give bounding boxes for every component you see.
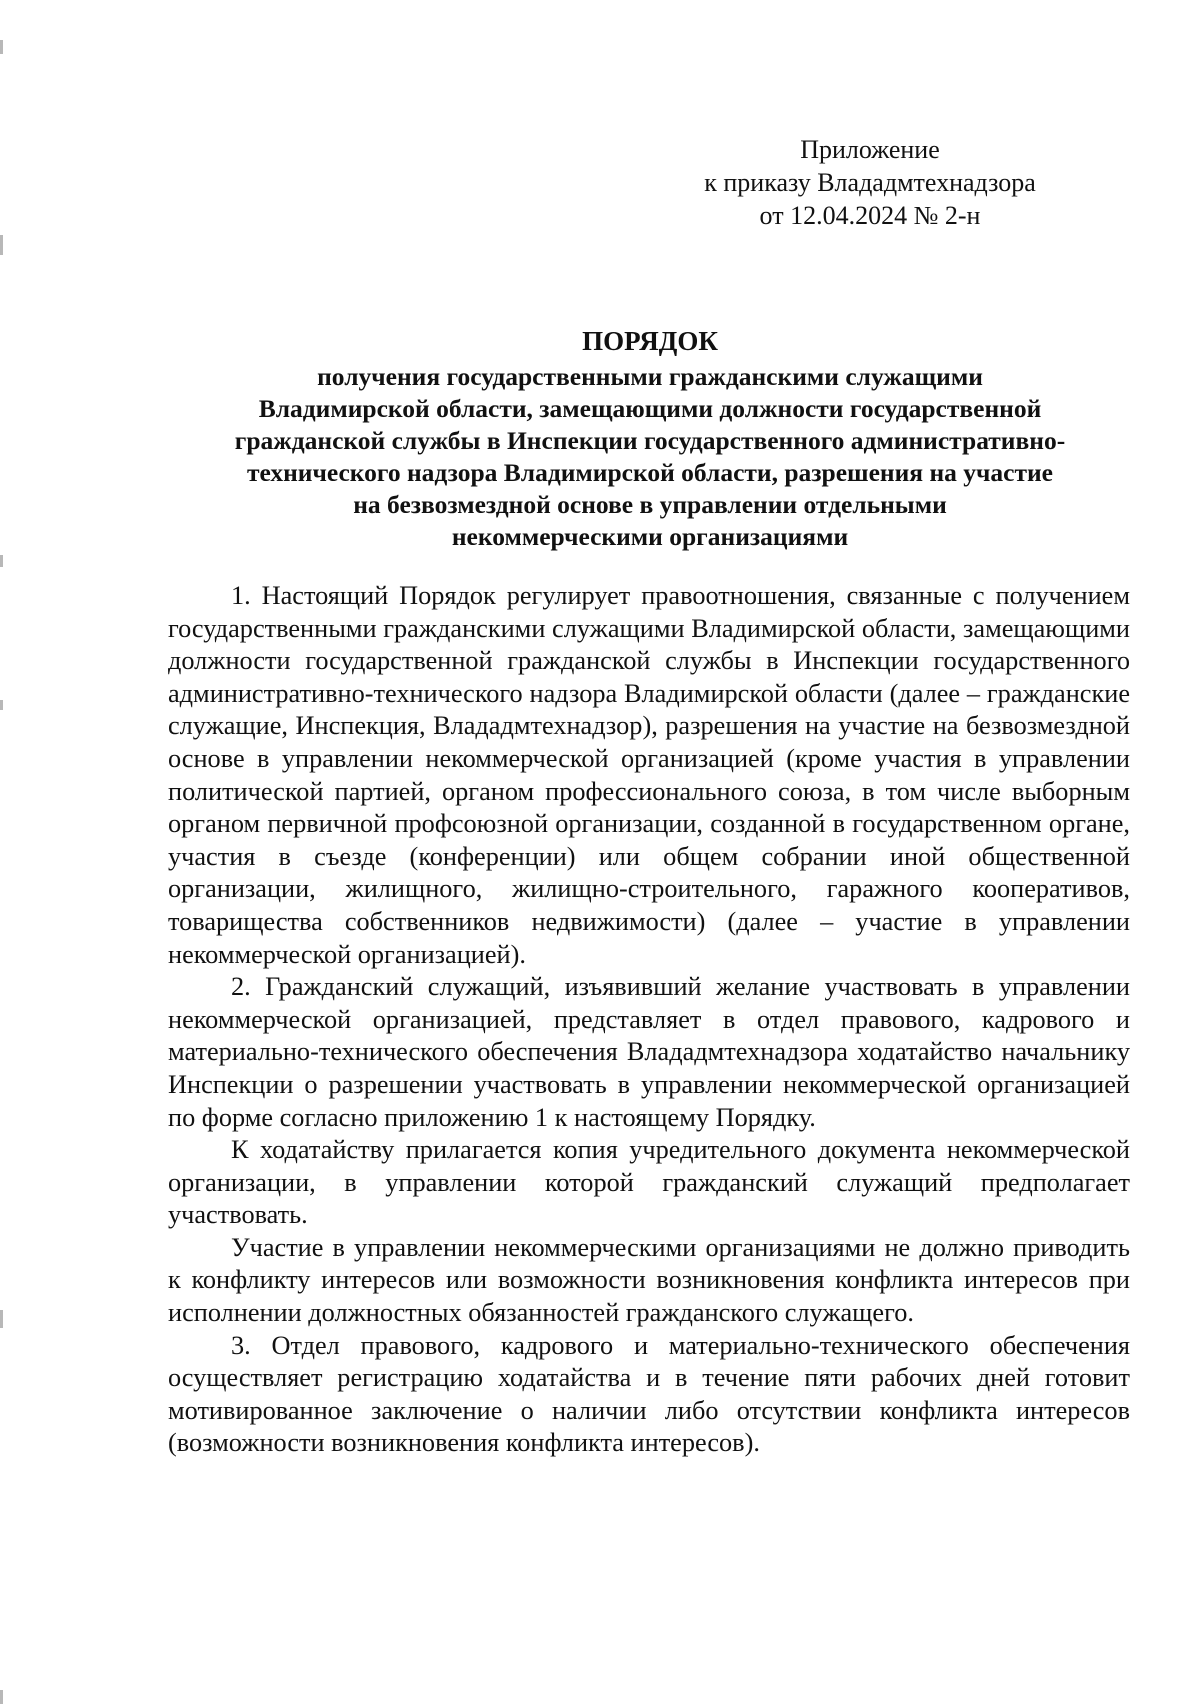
document-heading: ПОРЯДОК <box>582 326 718 356</box>
scan-edge-mark <box>0 40 3 54</box>
appendix-order-date: от 12.04.2024 № 2-н <box>759 201 981 230</box>
scan-edge-mark <box>0 700 3 710</box>
title-line: Владимирской области, замещающими должности государственной <box>258 394 1042 423</box>
document-body <box>168 580 1130 1460</box>
paragraph-2: 2. Гражданский служащий, изъявивший желание участвовать в управлении некоммерческой организацией, представляет в отдел правового, кадрового и материально-технического обеспечения Влададмтехнадзора ходатайство начальнику Инспекции о разрешении участвовать в управлении некоммерческой организацией по форме согласно приложению 1 к настоящему Порядку. <box>168 972 1130 1132</box>
appendix-order-ref: к приказу Влададмтехнадзора <box>704 168 1036 197</box>
paragraph-1: 1. Настоящий Порядок регулирует правоотношения, связанные с получением государственными гражданскими служащими Владимирской области, замещающими должности государственной гражданской службы в Инспекции государственного административно-технического надзора Владимирской области (далее – гражданские служащие, Инспекция, Влададмтехнадзор), разрешения на участие на безвозмездной основе в управлении некоммерческой организацией (кроме участия в управлении политической партией, органом профессионального союза, в том числе выборным органом первичной профсоюзной организации, созданной в государственном органе, участия в съезде (конференции) или общем собрании иной общественной организации, жилищного, жилищно-строительного, гаражного кооперативов, товарищества собственников недвижимости) (далее – участие в управлении некоммерческой организацией). <box>168 581 1130 969</box>
appendix-reference <box>640 133 1100 232</box>
scan-edge-mark <box>0 555 3 567</box>
title-line: получения государственными гражданскими служащими <box>317 362 983 391</box>
document-title-block <box>160 325 1140 553</box>
title-line: гражданской службы в Инспекции государственного административно- <box>234 426 1066 455</box>
scan-edge-mark <box>0 1310 3 1328</box>
title-line: на безвозмездной основе в управлении отдельными <box>353 490 947 519</box>
scan-edge-mark <box>0 235 3 255</box>
title-line: технического надзора Владимирской области, разрешения на участие <box>246 458 1053 487</box>
paragraph-conflict: Участие в управлении некоммерческими организациями не должно приводить к конфликту интересов или возможности возникновения конфликта интересов при исполнении должностных обязанностей гражданского служащего. <box>168 1232 1130 1328</box>
paragraph-3: 3. Отдел правового, кадрового и материально-технического обеспечения осуществляет регистрацию ходатайства и в течение пяти рабочих дней готовит мотивированное заключение о наличии либо отсутствии конфликта интересов (возможности возникновения конфликта интересов). <box>168 1330 1130 1458</box>
scan-edge-mark <box>0 1690 3 1704</box>
appendix-label: Приложение <box>800 135 940 164</box>
paragraph-attachment: К ходатайству прилагается копия учредительного документа некоммерческой организации, в управлении которой гражданский служащий предполагает участвовать. <box>168 1135 1130 1230</box>
title-line: некоммерческими организациями <box>451 522 849 551</box>
